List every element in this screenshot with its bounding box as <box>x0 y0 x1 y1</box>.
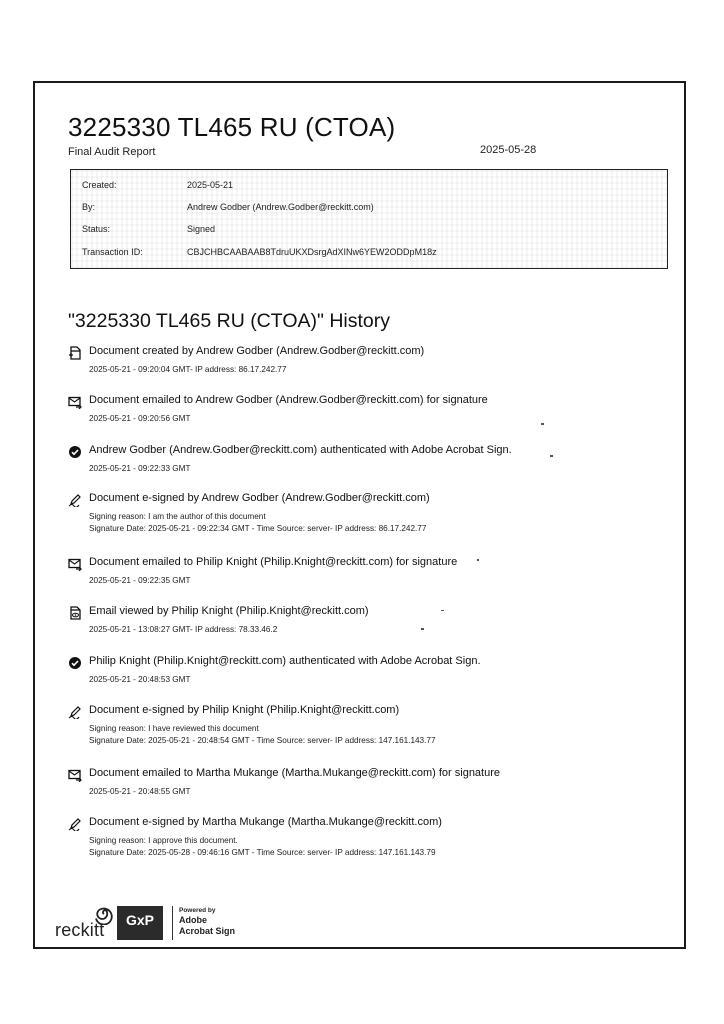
event-timestamp: Signature Date: 2025-05-21 - 09:22:34 GMT - Time Source: server- IP address: 86.17.242.77 <box>89 524 427 533</box>
footer-divider <box>172 906 173 940</box>
event-title: Philip Knight (Philip.Knight@reckitt.com) authenticated with Adobe Acrobat Sign. <box>89 655 481 667</box>
event-title: Document emailed to Philip Knight (Philip.Knight@reckitt.com) for signature <box>89 556 458 568</box>
event-signing-reason: Signing reason: I am the author of this document <box>89 512 266 521</box>
event-timestamp: 2025-05-21 - 13:08:27 GMT- IP address: 78.33.46.2 <box>89 625 278 634</box>
scan-speck <box>541 423 544 425</box>
status-label: Status: <box>82 224 111 234</box>
event-timestamp: 2025-05-21 - 09:22:33 GMT <box>89 464 191 473</box>
email-sent-icon <box>68 557 82 571</box>
event-timestamp: 2025-05-21 - 09:20:56 GMT <box>89 414 191 423</box>
e-sign-pen-icon <box>68 705 82 719</box>
event-timestamp: 2025-05-21 - 09:20:04 GMT- IP address: 86.17.242.77 <box>89 365 287 374</box>
by-value: Andrew Godber (Andrew.Godber@reckitt.com) <box>187 202 374 212</box>
powered-by-label: Powered by <box>179 907 216 914</box>
scan-speck <box>477 559 479 561</box>
document-title: 3225330 TL465 RU (CTOA) <box>68 112 396 142</box>
document-created-icon <box>68 346 82 360</box>
footer-logos <box>55 903 295 943</box>
reckitt-swirl-icon <box>91 903 115 925</box>
created-label: Created: <box>82 180 117 190</box>
email-viewed-icon <box>68 606 82 620</box>
event-title: Document e-signed by Martha Mukange (Martha.Mukange@reckitt.com) <box>89 816 442 828</box>
scan-speck <box>441 610 444 611</box>
scan-speck <box>421 628 424 630</box>
authenticated-check-icon <box>68 656 82 670</box>
email-sent-icon <box>68 768 82 782</box>
adobe-label: Adobe <box>179 915 207 925</box>
report-subtitle: Final Audit Report <box>68 146 156 158</box>
event-title: Andrew Godber (Andrew.Godber@reckitt.com) authenticated with Adobe Acrobat Sign. <box>89 444 512 456</box>
event-signing-reason: Signing reason: I approve this document. <box>89 836 238 845</box>
scan-speck <box>550 455 553 457</box>
transaction-id-value: CBJCHBCAABAAB8TdruUKXDsrgAdXINw6YEW2ODDpM18z <box>187 247 437 257</box>
event-title: Document e-signed by Andrew Godber (Andrew.Godber@reckitt.com) <box>89 492 430 504</box>
event-timestamp: 2025-05-21 - 09:22:35 GMT <box>89 576 191 585</box>
status-value: Signed <box>187 224 216 234</box>
reckitt-logo: reckitt <box>55 920 105 940</box>
event-title: Document e-signed by Philip Knight (Philip.Knight@reckitt.com) <box>89 704 400 716</box>
summary-box <box>70 169 668 269</box>
created-value: 2025-05-21 <box>187 180 234 190</box>
event-timestamp: Signature Date: 2025-05-28 - 09:46:16 GMT - Time Source: server- IP address: 147.161.143.79 <box>89 848 436 857</box>
history-title: "3225330 TL465 RU (CTOA)" History <box>68 310 391 332</box>
transaction-id-label: Transaction ID: <box>82 247 143 257</box>
event-title: Document created by Andrew Godber (Andrew.Godber@reckitt.com) <box>89 345 425 357</box>
acrobat-sign-label: Acrobat Sign <box>179 926 236 936</box>
event-timestamp: 2025-05-21 - 20:48:53 GMT <box>89 675 191 684</box>
report-date: 2025-05-28 <box>480 144 537 156</box>
by-label: By: <box>82 202 96 212</box>
e-sign-pen-icon <box>68 817 82 831</box>
email-sent-icon <box>68 395 82 409</box>
event-signing-reason: Signing reason: I have reviewed this document <box>89 724 259 733</box>
event-title: Document emailed to Martha Mukange (Martha.Mukange@reckitt.com) for signature <box>89 767 501 779</box>
event-timestamp: 2025-05-21 - 20:48:55 GMT <box>89 787 191 796</box>
e-sign-pen-icon <box>68 493 82 507</box>
event-title: Email viewed by Philip Knight (Philip.Knight@reckitt.com) <box>89 605 369 617</box>
gxp-badge: GxP <box>117 906 163 940</box>
event-title: Document emailed to Andrew Godber (Andrew.Godber@reckitt.com) for signature <box>89 394 488 406</box>
event-timestamp: Signature Date: 2025-05-21 - 20:48:54 GMT - Time Source: server- IP address: 147.161.143.77 <box>89 736 436 745</box>
authenticated-check-icon <box>68 445 82 459</box>
